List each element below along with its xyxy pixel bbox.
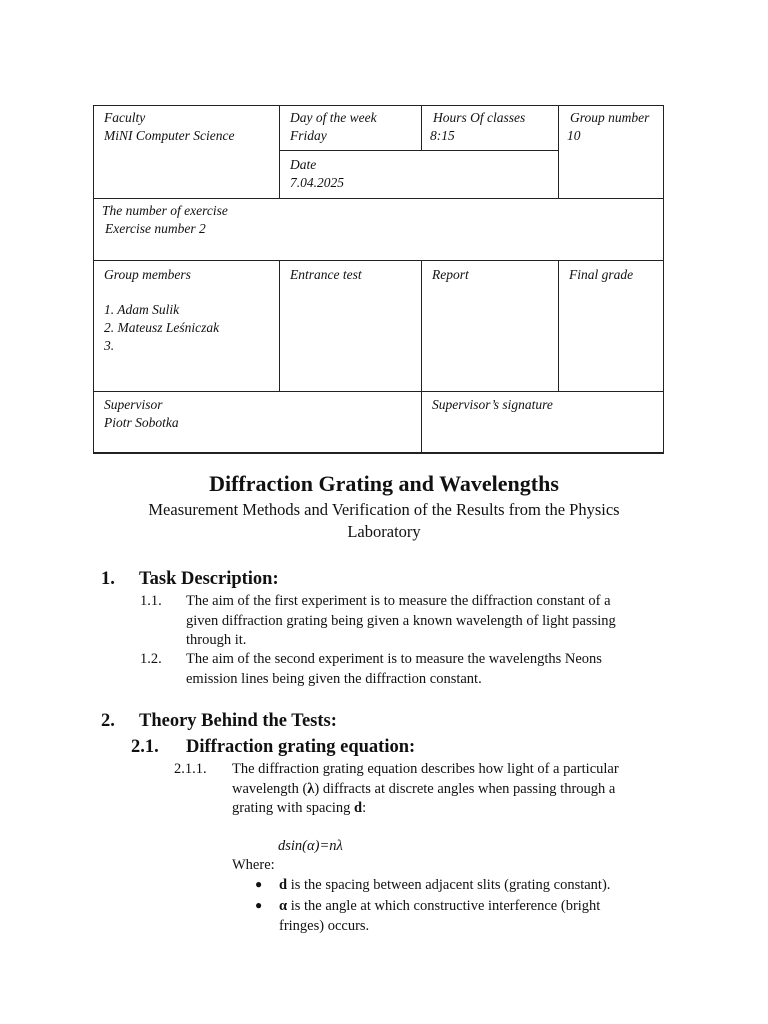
signature-cell — [421, 391, 664, 454]
bullet-alpha-symbol: α — [279, 898, 288, 914]
date-cell — [279, 150, 558, 198]
date-label: Date — [290, 157, 317, 172]
group-member-3: 3. — [104, 338, 115, 353]
item-1-2-number: 1.2. — [140, 651, 162, 667]
signature-label: Supervisor’s signature — [432, 397, 553, 412]
final-grade-label: Final grade — [569, 267, 634, 282]
item-2-1-1-line-1: The diffraction grating equation describes how light of a particular — [232, 761, 619, 777]
d-symbol: d — [354, 800, 363, 816]
item-2-1-1-line-3 — [232, 799, 662, 819]
report-cell — [421, 260, 558, 391]
entrance-test-label: Entrance test — [290, 267, 362, 282]
group-member-2: 2. Mateusz Leśniczak — [104, 320, 220, 335]
bullet-d-text: is the spacing between adjacent slits (grating constant). — [287, 877, 611, 893]
item-1-2-text — [186, 650, 666, 689]
section-2-title: Theory Behind the Tests: — [139, 711, 337, 731]
line-3-end: : — [362, 800, 367, 816]
day-label: Day of the week — [290, 110, 377, 125]
where-label: Where: — [232, 857, 275, 873]
group-number-value: 10 — [567, 128, 581, 143]
item-1-2-line-1: The aim of the second experiment is to measure the wavelengths Neons — [186, 651, 602, 667]
line-3-start: grating with spacing — [232, 800, 355, 816]
item-2-1-1-line-2 — [232, 780, 662, 800]
item-2-1-1-text — [232, 760, 662, 819]
exercise-value: Exercise number 2 — [105, 221, 206, 236]
hours-label: Hours Of classes — [433, 110, 526, 125]
section-1-title: Task Description: — [139, 569, 279, 589]
group-number-cell — [558, 105, 664, 198]
faculty-cell — [93, 105, 279, 198]
item-1-1-text — [186, 592, 666, 651]
supervisor-value: Piotr Sobotka — [104, 415, 179, 430]
final-grade-cell — [558, 260, 664, 391]
bullet-d-symbol: d — [279, 877, 288, 893]
hours-cell — [421, 105, 558, 150]
supervisor-label: Supervisor — [104, 397, 163, 412]
bullet-d — [279, 875, 659, 895]
bullet-alpha — [279, 896, 659, 936]
exercise-label: The number of exercise — [102, 203, 228, 218]
document-title: Diffraction Grating and Wavelengths — [209, 471, 559, 496]
subsection-2-1-title: Diffraction grating equation: — [186, 737, 416, 757]
item-1-1-line-3: through it. — [186, 632, 247, 648]
group-members-cell — [93, 260, 279, 391]
faculty-value: MiNI Computer Science — [104, 128, 235, 143]
date-value: 7.04.2025 — [290, 175, 344, 190]
item-2-1-1-number: 2.1.1. — [174, 761, 207, 777]
bullet-d-line — [279, 875, 659, 895]
bullet-dot-icon: ● — [255, 877, 263, 891]
document-subtitle: Measurement Methods and Verification of the Results from the Physics Laboratory — [148, 500, 620, 541]
supervisor-cell — [93, 391, 421, 454]
item-1-2-line-2: emission lines being given the diffraction constant. — [186, 670, 482, 687]
group-member-1: 1. Adam Sulik — [104, 302, 180, 317]
item-1-1-number: 1.1. — [140, 593, 162, 609]
item-1-1-line-2: given diffraction grating being given a known wavelength of light passing — [186, 612, 616, 629]
bullet-alpha-text: is the angle at which constructive interference (bright — [287, 898, 601, 914]
lab-info-table — [93, 105, 664, 454]
bullet-dot-icon: ● — [255, 898, 263, 912]
item-1-1-line-1: The aim of the first experiment is to measure the diffraction constant of a — [186, 593, 611, 609]
faculty-label: Faculty — [104, 110, 146, 125]
group-members-label: Group members — [104, 267, 191, 282]
line-2-end: ) diffracts at discrete angles when passing through a — [314, 780, 616, 797]
day-cell — [279, 105, 421, 150]
group-number-label: Group number — [570, 110, 650, 125]
section-1-number: 1. — [101, 569, 115, 589]
grating-equation: dsin(α)=nλ — [278, 838, 343, 854]
day-value: Friday — [290, 128, 327, 143]
exercise-cell — [93, 198, 664, 260]
bullet-alpha-line-2: fringes) occurs. — [279, 918, 370, 934]
report-label: Report — [432, 267, 469, 282]
bullet-alpha-line-1 — [279, 896, 659, 916]
section-2-number: 2. — [101, 711, 115, 731]
subsection-2-1-number: 2.1. — [131, 737, 159, 757]
line-2-start: wavelength ( — [232, 780, 308, 797]
lambda-symbol: λ — [307, 780, 315, 797]
entrance-test-cell — [279, 260, 421, 391]
hours-value: 8:15 — [430, 128, 455, 143]
